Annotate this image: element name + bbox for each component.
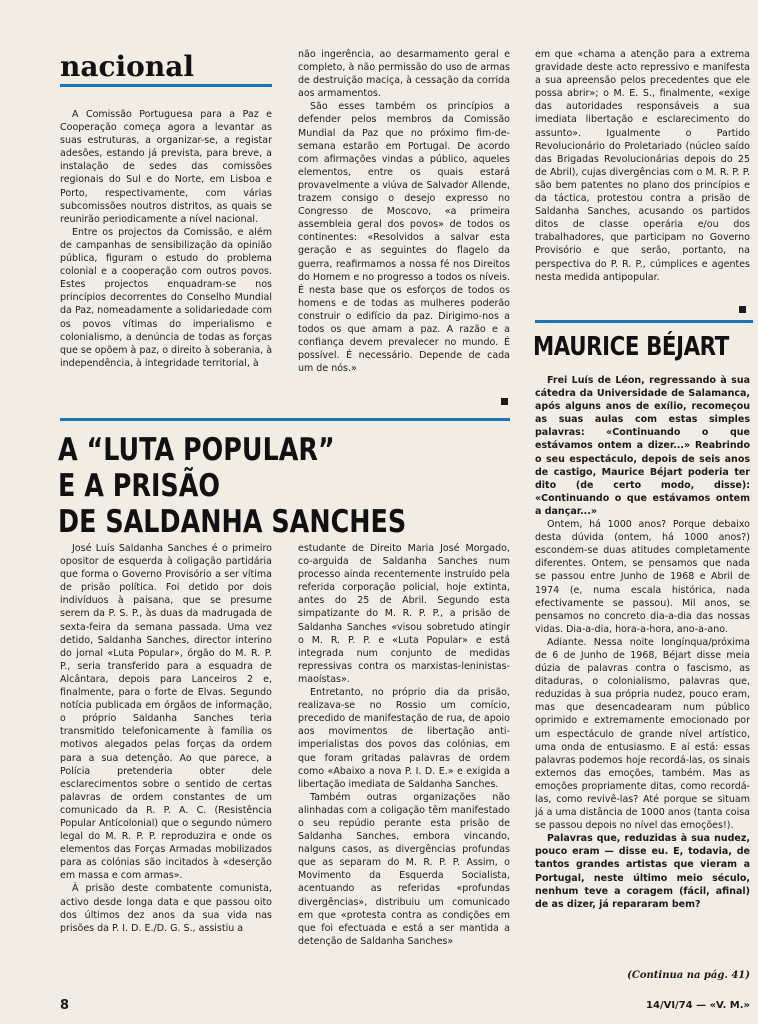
end-of-article-mark [739,306,746,313]
section-rule-bejart [535,320,753,323]
paragraph: estudante de Direito Maria José Morgado, co-arguida de Saldanha Sanches num processo ainda recentemente instruído pela referida corporação policial, hoje extinta, antes do 25 de Abril. Segundo esta simpatizante do M. R. P. P., a prisão de Saldanha Sanches «visou sobretudo atingir o M. R. P. P. e «Luta Popular» e está integrada num conjunto de medidas repressivas contra os marxistas-leninistas-maoístas». [298,543,510,685]
title-line: DE SALDANHA SANCHES [58,504,407,540]
right-column-continuation [535,48,750,314]
paragraph: Também outras organizações não alinhadas com a coligação têm manifestado o seu repúdio perante esta prisão de Saldanha Sanches, embora vincando, nalguns casos, as divergências profundas que as separam do M. R. P. P. Assim, o Movimento da Esquerda Socialista, acentuando as referidas «profundas divergências», distribuiu um comunicado em que «protesta contra as condições em que foi efectuada e está a ser mantida a detenção de Saldanha Sanches» [298,791,510,947]
article-title-bejart: MAURICE BÉJART [533,332,729,362]
paragraph: Ontem, há 1000 anos? Porque debaixo desta dúvida (ontem, há 1000 anos?) escondem-se duas atitudes completamente diferentes. Ontem, se pensamos que nada se passou entre Junho de 1968 e Abril de 1974 (e, numa escala histórica, nada efectivamente se passou). Mil anos, se pensamos no concreto dia-a-dia das nossas vidas. Dia-a-dia, hora-a-hora, ano-a-ano. [535,519,750,635]
paragraph: em que «chama a atenção para a extrema gravidade deste acto repressivo e manifesta a sua apreensão pelos precedentes que ele possa abrir»; o M. E. S., finalmente, «exige das autoridades responsáveis a sua imediata libertação e esclarecimento do assunto». Igualmente o Partido Revolucionário do Proletariado (núcleo saído das Brigadas Revolucionárias depois do 25 de Abril), cujas divergências com o M. R. P. P. são bem patentes no plano dos princípios e da táctica, protestou contra a prisão de Saldanha Sanches, acusando os partidos ditos de classe operária e/ou dos trabalhadores, que participam no Governo Provisório e que serão, portanto, na perspectiva do P. R. P., cúmplices e agentes nesta medida antipopular. [535,49,750,283]
paragraph: Palavras que, reduzidas à sua nudez, pouco eram — disse eu. E, todavia, de tantos grandes artistas que vieram a Portugal, neste último meio século, nenhum teve a coragem (fácil, afinal) de as dizer, já repararam bem? [535,833,750,910]
section-rule-luta [60,418,510,421]
paragraph: Adiante. Nessa noite longínqua/próxima de 6 de Junho de 1968, Béjart disse meia dúzia de palavras contra o fascismo, as ditaduras, o colonialismo, palavras que, reduzidas à sua própria nudez, pouco eram, mas que desencadearam num público oprimido e extremamente emocionado por um espectáculo de grande nível artístico, uma onda de entusiasmo. E aí está: essas palavras podemos hoje recordá-las, os sinais externos das emoções, também. Mas as emoções propriamente ditas, como recordá-las, como revivê-las? Até porque se situam já a uma distância de 1000 anos (tanta coisa se passou depois no nível das emoções!). [535,636,750,832]
section-rule-nacional [60,84,272,87]
paragraph: Frei Luís de Léon, regressando à sua cátedra da Universidade de Salamanca, após alguns anos de exílio, recomeçou as suas aulas com estas simples palavras: «Continuando o que estávamos ontem a dizer...» Reabrindo o seu espectáculo, depois de seis anos de castigo, Maurice Béjart poderia ter dito (de certo modo, disse): «Continuando o que estávamos ontem a dançar...» [535,375,750,517]
luta-column-2 [298,542,510,984]
nacional-column-1 [60,108,272,404]
end-of-article-mark [501,398,508,405]
paragraph: não ingerência, ao desarmamento geral e completo, à não permissão do uso de armas de destruição maciça, à cessação da corrida aos armamentos. [298,49,510,100]
article-title-luta [58,432,483,540]
issue-date: 14/VI/74 — «V. M.» [646,1000,750,1011]
bejart-column [535,374,750,970]
paragraph: Entretanto, no próprio dia da prisão, realizava-se no Rossio um comício, precedido de manifestação de rua, de apoio aos movimentos de libertação anti-imperialistas dos povos das colónias, em que foram gritadas palavras de ordem como «Abaixo a nova P. I. D. E.» e exigida a libertação imediata de Saldanha Sanches. [298,687,510,790]
paragraph: São esses também os princípios a defender pelos membros da Comissão Mundial da Paz que no próximo fim-de-semana estarão em Portugal. De acordo com afirmações vindas a público, aqueles elementos, entre os quais estará provavelmente a viúva de Salvador Allende, trazem consigo o desejo expresso no Congresso de Moscovo, «a primeira assembleia geral dos povos» de todos os continentes: «Resolvidos a salvar esta geração e as seguintes do flagelo da guerra, reafirmamos a nossa fé nos Direitos do Homem e no progresso a todos os níveis. É nesta base que os esforços de todos os homens e de todas as mulheres poderão construir o edifício da paz. Dirigimo-nos a todos os que amam a paz. A razão e a confiança devem prevalecer no mundo. É possível. É necessário. Depende de cada um de nós.» [298,101,510,375]
nacional-column-2 [298,48,510,408]
paragraph: A Comissão Portuguesa para a Paz e Cooperação começa agora a levantar as suas estruturas, a organizar-se, a registar adesões, estando já prevista, para breve, a instalação de sedes das comissões regionais do Sul e do Norte, em Lisboa e Porto, respectivamente, com várias subcomissões noutros distritos, as quais se reunirão periodicamente a nível nacional. [60,109,272,225]
paragraph: À prisão deste combatente comunista, activo desde longa data e que passou oito dos últimos dez anos da sua vida nas prisões da P. I. D. E./D. G. S., assistiu a [60,883,272,934]
continued-note: (Continua na pág. 41) [627,970,750,981]
page-number: 8 [60,998,70,1013]
title-line: A “LUTA POPULAR” [58,432,335,468]
luta-column-1 [60,542,272,984]
section-title-nacional: nacional [60,50,194,83]
paragraph: Entre os projectos da Comissão, e além de campanhas de sensibilização da opinião pública, figuram o estudo do problema colonial e a cooperação com outros povos. Estes projectos enquadram-se nos princípios decorrentes do Conselho Mundial da Paz, nomeadamente a solidariedade com os povos vítimas do imperialismo e colonialismo, a denúncia de todas as forças que se opõem à paz, o direito à soberania, à independência, à integridade territorial, à [60,226,272,369]
paragraph: José Luís Saldanha Sanches é o primeiro opositor de esquerda à coligação partidária que forma o Governo Provisório a ser vítima de prisão política. Foi detido por dois indivíduos à paisana, que se presume serem da P. S. P., às duas da madrugada de sexta-feira da semana passada. Uma vez detido, Saldanha Sanches, director interino do jornal «Luta Popular», órgão do M. R. P. P., seria transferido para a esquadra de Alcântara, depois para Lanceiros 2 e, finalmente, para o forte de Elvas. Segundo notícia publicada em órgãos de informação, o próprio Saldanha Sanches teria transmitido telefonicamente à família os motivos alegados pelas forças da ordem para a sua detenção. Ao que parece, a Polícia pretenderia obter dele esclarecimentos sobre o sentido de certas palavras de ordem constantes de um comunicado da R. P. A. C. (Resistência Popular Anticolonial) que o segundo número legal do M. R. P. P. reproduzira e onde os elementos das Forças Armadas mobilizados para as colónias são incitados à «deserção em massa e com armas». [60,543,272,882]
title-line: E A PRISÃO [58,468,221,504]
